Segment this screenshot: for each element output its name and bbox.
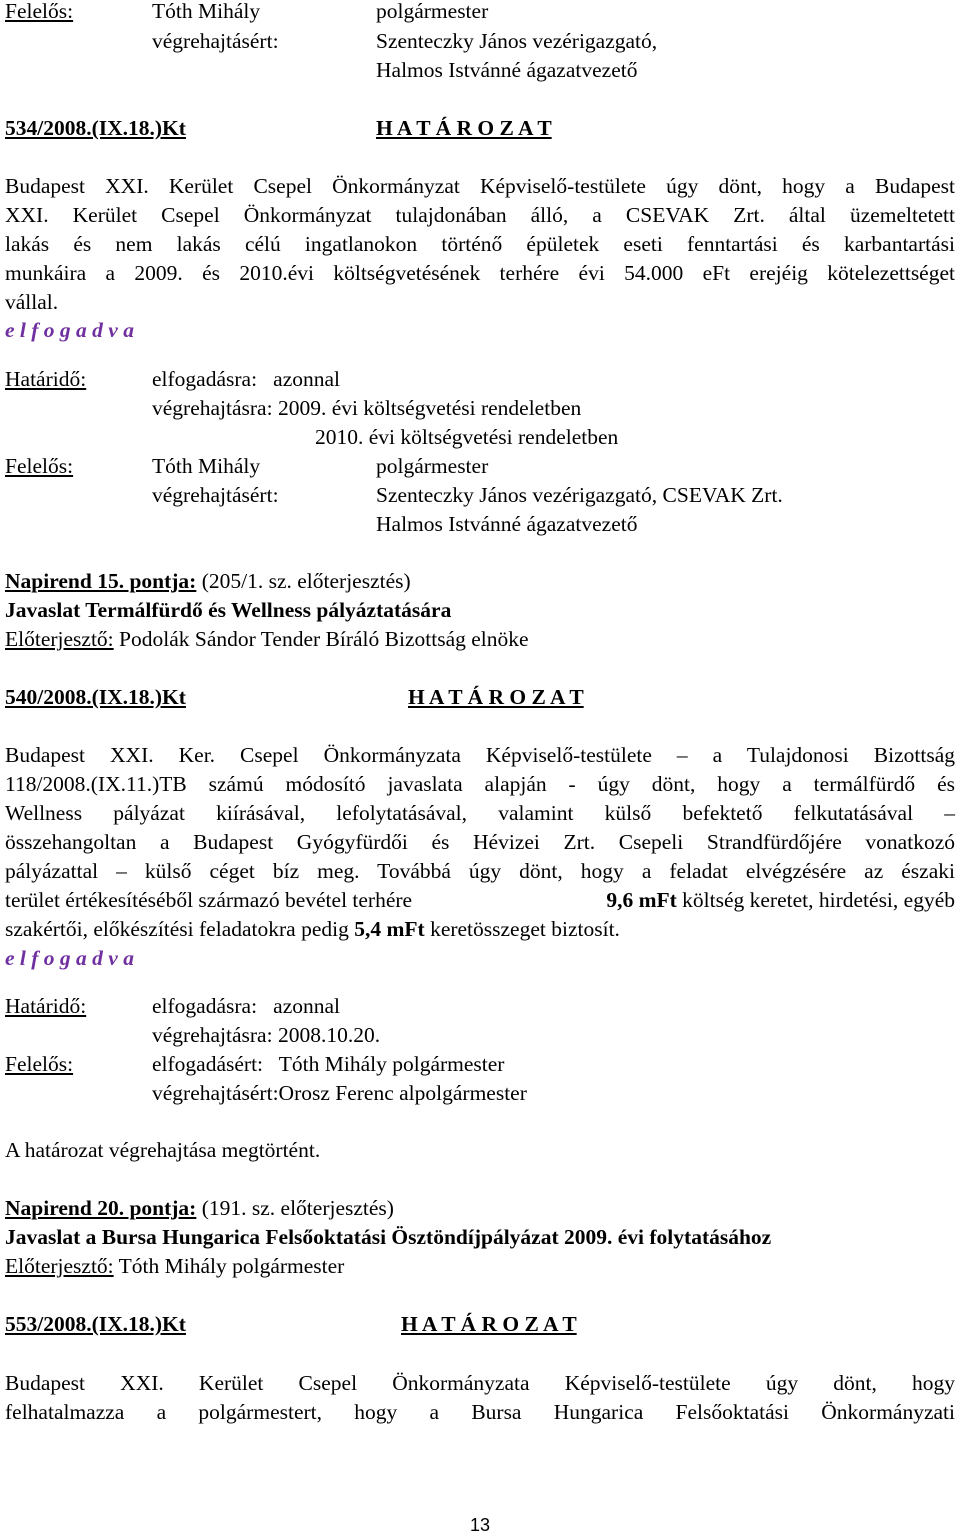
felelos-label: Felelős: xyxy=(5,0,74,23)
resolution-heading: H A T Á R O Z A T xyxy=(408,685,584,709)
agenda-item-line xyxy=(5,1194,394,1222)
felelos-line-2: végrehajtásért:Orosz Ferenc alpolgármester xyxy=(152,1081,527,1105)
vegrehajtasert-line-1: Szenteczky János vezérigazgató, CSEVAK Zrt. xyxy=(376,483,783,507)
elfogadva-stamp: e l f o g a d v a xyxy=(5,318,134,342)
felelos-label: Felelős: xyxy=(5,454,74,478)
hatarido-line-3: 2010. évi költségvetési rendeletben xyxy=(315,425,619,449)
vegrehajtasert-line-2: Halmos Istvánné ágazatvezető xyxy=(376,58,638,82)
body-line: munkáira a 2009. és 2010.évi költségvetésének terhére évi 54.000 eFt erejéig kötelezettséget xyxy=(5,261,955,285)
presenter-line xyxy=(5,1252,344,1280)
vegrehajtasert-label: végrehajtásért: xyxy=(152,483,279,507)
presenter-line xyxy=(5,625,529,653)
body-line: Wellness pályázat kiírásával, lefolytatásával, valamint külső befektető felkutatásával – xyxy=(5,801,955,825)
felelos-role: polgármester xyxy=(376,0,489,23)
body-text: keretösszeget biztosít. xyxy=(424,917,620,941)
agenda-title: Javaslat a Bursa Hungarica Felsőoktatási Ösztöndíjpályázat 2009. évi folytatásához xyxy=(5,1225,772,1249)
body-text xyxy=(606,886,955,914)
resolution-heading: H A T Á R O Z A T xyxy=(376,116,552,140)
resolution-number: 534/2008.(IX.18.)Kt xyxy=(5,116,186,140)
agenda-label: Napirend 20. pontja: xyxy=(5,1196,197,1220)
agenda-item-line xyxy=(5,567,411,595)
felelos-name: Tóth Mihály xyxy=(152,454,261,478)
vegrehajtasert-label: végrehajtásért: xyxy=(152,29,279,53)
agenda-title: Javaslat Termálfürdő és Wellness pályáztatására xyxy=(5,598,452,622)
body-text: szakértői, előkészítési feladatokra pedig xyxy=(5,917,355,941)
agenda-label: Napirend 15. pontja: xyxy=(5,569,197,593)
body-line: Budapest XXI. Kerület Csepel Önkormányzata Képviselő-testülete úgy dönt, hogy xyxy=(5,1371,955,1395)
hatarido-line-1: elfogadásra: azonnal xyxy=(152,994,341,1018)
amount: 9,6 mFt xyxy=(606,888,677,912)
amount: 5,4 mFt xyxy=(354,917,425,941)
agenda-reference: (191. sz. előterjesztés) xyxy=(196,1196,394,1220)
page-number: 13 xyxy=(469,1515,491,1535)
body-line xyxy=(5,915,620,943)
hatarido-label: Határidő: xyxy=(5,994,87,1018)
presenter-name: Tóth Mihály polgármester xyxy=(113,1254,345,1278)
felelos-line-1: elfogadásért: Tóth Mihály polgármester xyxy=(152,1052,505,1076)
execution-status: A határozat végrehajtása megtörtént. xyxy=(5,1138,321,1162)
felelos-label: Felelős: xyxy=(5,1052,74,1076)
vegrehajtasert-line-2: Halmos Istvánné ágazatvezető xyxy=(376,512,638,536)
hatarido-line-2: végrehajtásra: 2009. évi költségvetési rendeletben xyxy=(152,396,582,420)
body-line: vállal. xyxy=(5,290,59,314)
felelos-name: Tóth Mihály xyxy=(152,0,261,23)
body-text: költség keretet, hirdetési, egyéb xyxy=(676,888,955,912)
presenter-label: Előterjesztő: xyxy=(5,1254,114,1278)
body-line: XXI. Kerület Csepel Önkormányzat tulajdonában álló, a CSEVAK Zrt. által üzemeltetett xyxy=(5,203,955,227)
presenter-name: Podolák Sándor Tender Bíráló Bizottság elnöke xyxy=(113,627,529,651)
body-line xyxy=(5,886,955,914)
hatarido-label: Határidő: xyxy=(5,367,87,391)
agenda-reference: (205/1. sz. előterjesztés) xyxy=(196,569,411,593)
resolution-heading: H A T Á R O Z A T xyxy=(401,1312,577,1336)
body-line: Budapest XXI. Kerület Csepel Önkormányzat Képviselő-testülete úgy dönt, hogy a Budapest xyxy=(5,174,955,198)
resolution-number: 553/2008.(IX.18.)Kt xyxy=(5,1312,186,1336)
body-line: összehangoltan a Budapest Gyógyfürdői és Hévizei Zrt. Csepeli Strandfürdőjére vonatkozó xyxy=(5,830,955,854)
vegrehajtasert-line-1: Szenteczky János vezérigazgató, xyxy=(376,29,658,53)
body-line: Budapest XXI. Ker. Csepel Önkormányzata Képviselő-testülete – a Tulajdonosi Bizottság xyxy=(5,743,955,767)
body-text: terület értékesítéséből származó bevétel terhére xyxy=(5,888,413,912)
body-line: lakás és nem lakás célú ingatlanokon történő épületek eseti fenntartási és karbantartási xyxy=(5,232,955,256)
body-line: pályázattal – külső céget bíz meg. Továbbá úgy dönt, hogy a feladat elvégzésére az északi xyxy=(5,859,955,883)
body-line: felhatalmazza a polgármestert, hogy a Bursa Hungarica Felsőoktatási Önkormányzati xyxy=(5,1400,955,1424)
presenter-label: Előterjesztő: xyxy=(5,627,114,651)
body-line: 118/2008.(IX.11.)TB számú módosító javaslata alapján - úgy dönt, hogy a termálfürdő és xyxy=(5,772,955,796)
resolution-number: 540/2008.(IX.18.)Kt xyxy=(5,685,186,709)
elfogadva-stamp: e l f o g a d v a xyxy=(5,946,134,970)
felelos-role: polgármester xyxy=(376,454,489,478)
hatarido-line-1: elfogadásra: azonnal xyxy=(152,367,341,391)
hatarido-line-2: végrehajtásra: 2008.10.20. xyxy=(152,1023,381,1047)
